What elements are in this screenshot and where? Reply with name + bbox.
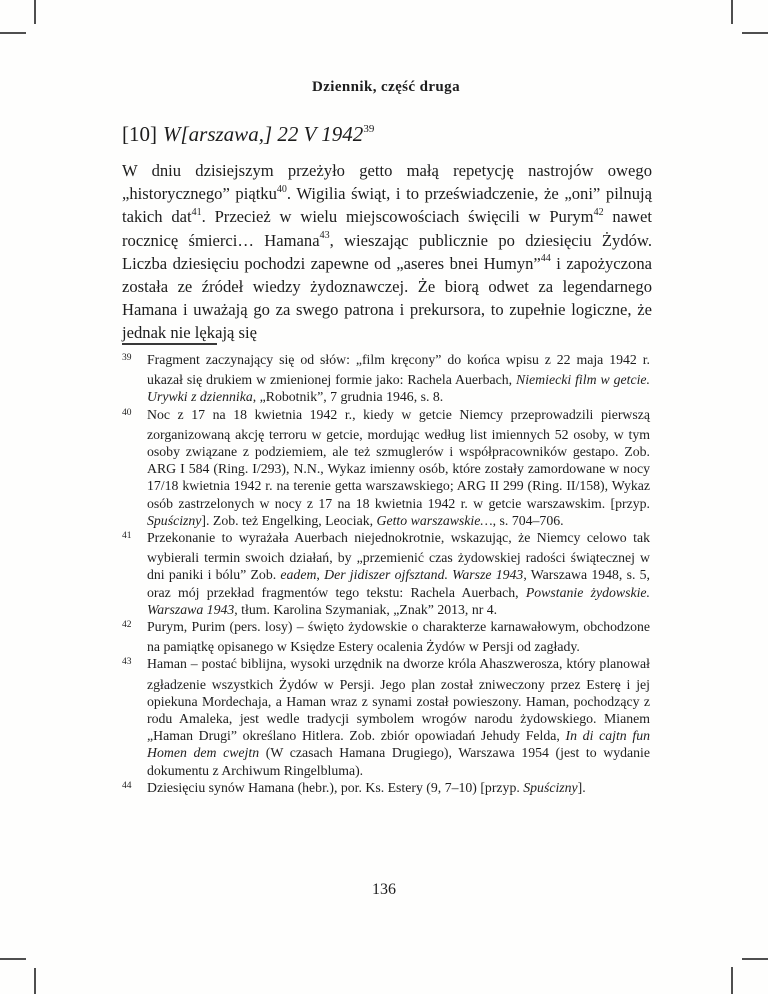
footnote-ref-44: 44 [540, 253, 551, 265]
footnote-number: 43 [122, 657, 132, 668]
cited-title: Getto warszawskie… [376, 512, 493, 528]
entry-title-footnote-ref: 39 [363, 123, 375, 135]
footnotes [122, 351, 650, 799]
crop-mark-top-left-horizontal [0, 32, 26, 34]
footnote-ref-41: 41 [191, 206, 202, 218]
footnote-41: 41 Przekonanie to wyrażała Auerbach niejednokrotnie, wskazując, że Niemcy celowo tak wybierali termin swoich działań, by „przemienić czas żydowskiej radości świątecznej w dni paniki i bólu” Zob. eadem, Der jidiszer ojfsztand. Warsze 1943, Warszawa 1948, s. 5, oraz mój przekład fragmentów tego tekstu: Rachela Auerbach, Powstanie żydowskie. Warszawa 1943, tłum. Karolina Szymaniak, „Znak” 2013, nr 4. [122, 530, 650, 617]
cited-title: Niemiecki film w getcie. Urywki z dziennika [147, 372, 651, 405]
footnote-ref-40: 40 [276, 183, 287, 195]
footnote-number: 40 [122, 407, 132, 418]
running-header: Dziennik, część druga [312, 79, 460, 95]
cited-title: Powstanie żydowskie. Warszawa 1943 [147, 584, 650, 617]
footnote-number: 39 [122, 353, 132, 363]
footnote-44: 44 Dziesięciu synów Hamana (hebr.), por. Ks. Estery (9, 7–10) [przyp. Spuścizny]. [122, 779, 586, 795]
footnote-separator [122, 343, 217, 345]
crop-mark-top-right-horizontal [742, 32, 768, 34]
crop-mark-bottom-left-horizontal [0, 958, 26, 960]
footnote-number: 41 [122, 531, 132, 542]
entry-title-number: [10] [122, 122, 157, 146]
crop-mark-bottom-right-horizontal [742, 958, 768, 960]
entry-title-text: W[arszawa,] 22 V 1942 [163, 122, 364, 146]
cited-title: eadem [280, 567, 317, 583]
footnote-42: 42 Purym, Purim (pers. losy) – święto żydowskie o charakterze karnawałowym, obchodzone na pamiątkę opisanego w Księdze Estery ocalenia Żydów w Persji od zagłady. [122, 619, 650, 655]
entry-title [122, 122, 662, 147]
page-number: 136 [372, 881, 396, 898]
crop-mark-bottom-right-vertical [731, 967, 733, 994]
footnote-43: 43 Haman – postać biblijna, wysoki urzędnik na dworze króla Ahaszwerosza, który planował zgładzenie wszystkich Żydów w Persji. Jego plan został zniweczony przez Esterę i jej opiekuna Mordechaja, a Haman wraz z synami został powieszony. Haman, pochodzący z rodu Amaleka, jest wedle tradycji symbolem wrogów narodu żydowskiego. Mianem „Haman Drugi” określano Hitlera. Zob. zbiór opowiadań Jehudy Felda, In di cajtn fun Homen dem cwejtn (W czasach Hamana Drugiego), Warszawa 1954 (jest to wydanie dokumentu z Archiwum Ringelbluma). [122, 656, 651, 778]
footnote-40: 40 Noc z 17 na 18 kwietnia 1942 r., kiedy w getcie Niemcy przeprowadzili pierwszą zorganizowaną akcję terroru w getcie, mordując według list imiennych 52 osoby, w tym osoby związane z podziemiem, ale też szmuglerów i współpracowników gestapo. Zob. ARG I 584 (Ring. I/293), N.N., Wykaz imienny osób, które zostały zamordowane w nocy 17/18 kwietnia 1942 r. na terenie getta warszawskiego; ARG II 299 (Ring. II/158), Wykaz osób zastrzelonych w nocy z 17 na 18 kwietnia 1942 r. w getcie warszawskim. [przyp. Spuścizny]. Zob. też Engelking, Leociak, Getto warszawskie…, s. 704–706. [122, 406, 650, 528]
crop-mark-top-left-vertical [34, 0, 36, 24]
cited-title: Spuścizny [523, 779, 578, 795]
footnote-39: 39 Fragment zaczynający się od słów: „film kręcony” do końca wpisu z 22 maja 1942 r. ukazał się drukiem w zmienionej formie jako: Rachela Auerbach, Niemiecki film w getcie. Urywki z dziennika, „Robotnik”, 7 grudnia 1946, s. 8. [122, 352, 651, 405]
crop-mark-top-right-vertical [731, 0, 733, 24]
cited-title: Spuścizny [147, 512, 202, 528]
body-paragraph: W dniu dzisiejszym przeżyło getto małą repetycję nastrojów owego „historycznego” piątku$^{40}$. Wigilia świąt, i to przeświadczenie, że „oni” pilnują takich dat$^{41}$. Przecież w wielu miejscowościach święcili w Purym$^{42}$ nawet rocznicę śmierci… Hamana$^{43}$, wieszając publicznie po dziesięciu Żydów. Liczba dziesięciu pochodzi zapewne od „aseres bnei Humyn”$^{44}$ i zapożyczona została ze źródeł wiedzy żydoznawczej. Że biorą odwet za legendarnego Hamana i uważają go za swego patrona i prekursora, to zupełnie logiczne, że jednak nie lękają się [122, 161, 652, 343]
cited-title: Der jidiszer ojfsztand. Warsze 1943 [324, 567, 524, 583]
cited-title: In di cajtn fun Homen dem cwejtn [147, 728, 650, 761]
crop-mark-bottom-left-vertical [34, 968, 36, 994]
footnote-ref-42: 42 [593, 206, 604, 218]
footnote-number: 42 [122, 620, 132, 631]
footnote-ref-43: 43 [319, 230, 330, 242]
footnote-number: 44 [122, 780, 132, 791]
